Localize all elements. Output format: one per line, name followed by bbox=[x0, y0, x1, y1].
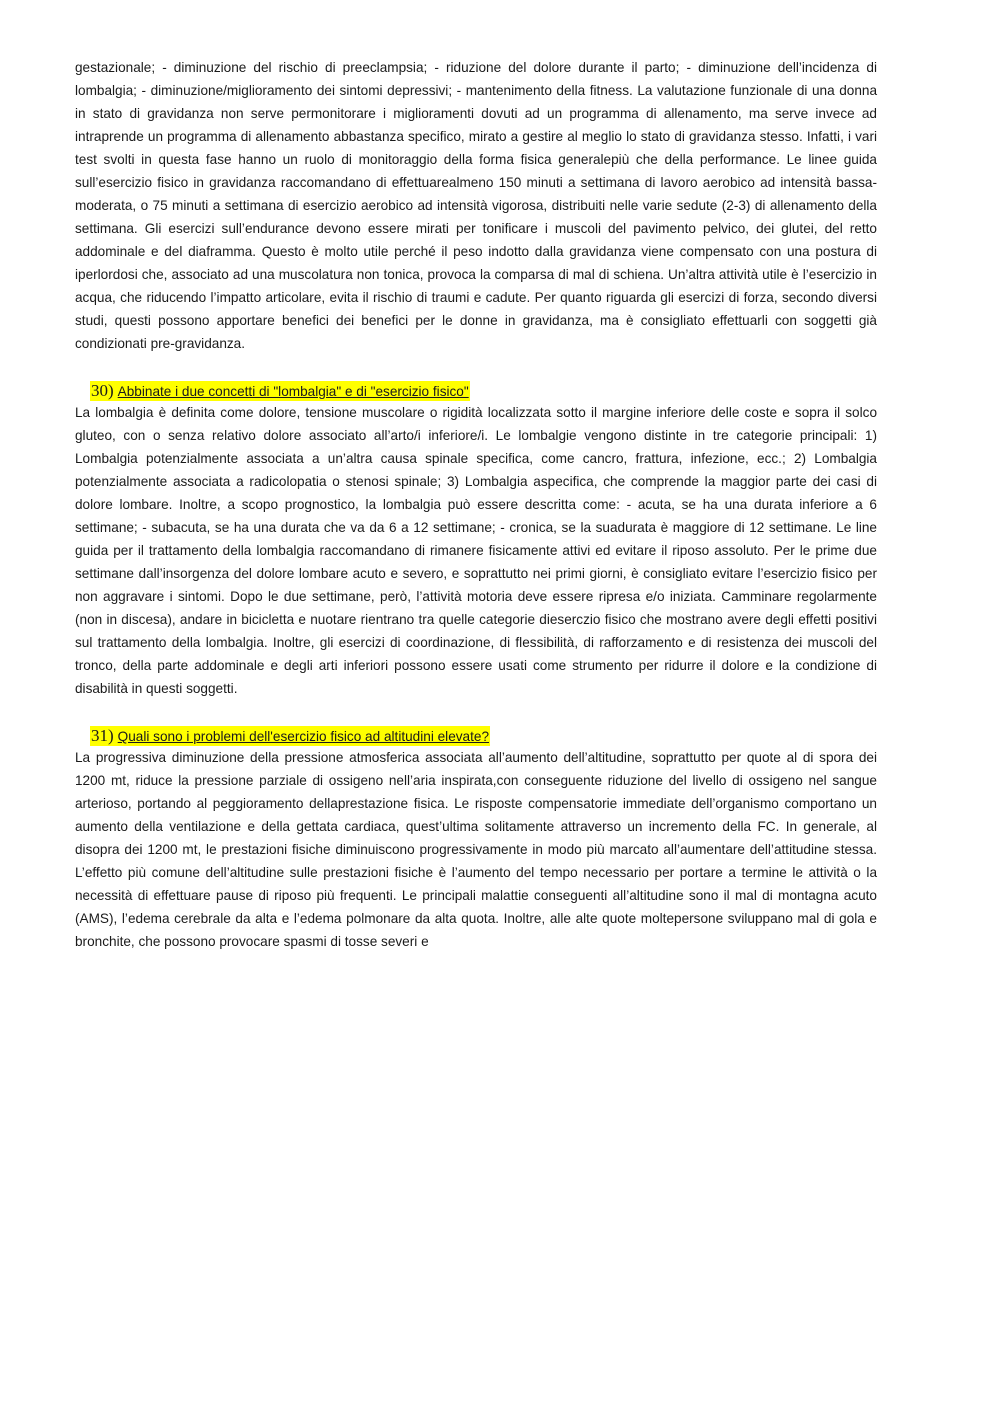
question-31-text: Quali sono i problemi dell'esercizio fisico ad altitudini elevate? bbox=[117, 729, 490, 744]
question-30-text: Abbinate i due concetti di "lombalgia" e di "esercizio fisico" bbox=[117, 384, 469, 399]
paragraph-lombalgia: La lombalgia è definita come dolore, tensione muscolare o rigidità localizzata sotto il margine inferiore delle coste e sopra il solco gluteo, con o senza relativo dolore associato all’arto/i inferiore/i. Le lombalgie vengono distinte in tre categorie principali: 1) Lombalgia potenzialmente associata a un’altra causa spinale specifica, come cancro, frattura, infezione, ecc.; 2) Lombalgia potenzialmente associata a radicolopatia o stenosi spinale; 3) Lombalgia aspecifica, che comprende la maggior parte dei casi di dolore lombare. Inoltre, a scopo prognostico, la lombalgia può essere descritta come: - acuta, se ha una durata inferiore a 6 settimane; - subacuta, se ha una durata che va da 6 a 12 settimane; - cronica, se la suadurata è maggiore di 12 settimane. Le line guida per il trattamento della lombalgia raccomandano di rimanere fisicamente attivi ed evitare il riposo assoluto. Per le prime due settimane dall’insorgenza del dolore lombare acuto e severo, e soprattutto nei primi giorni, è consigliato evitare l’esercizio fisico per non aggravare i sintomi. Dopo le due settimane, però, l’attività motoria deve essere ripresa e/o iniziata. Camminare regolarmente (non in discesa), andare in bicicletta e nuotare rientrano tra quelle categorie dieserczio fisico che mostrano avere degli effetti positivi sul trattamento della lombalgia. Inoltre, gli esercizi di coordinazione, di flessibilità, di rafforzamento e di resistenza dei muscoli del tronco, della parte addominale e degli arti inferiori possono essere usati come strumento per ridurre il dolore e la condizione di disabilità in questi soggetti. bbox=[75, 405, 877, 696]
document-content bbox=[75, 56, 877, 953]
question-30-heading bbox=[75, 373, 877, 401]
question-31-heading bbox=[75, 718, 877, 746]
paragraph-pregnancy-exercise: gestazionale; - diminuzione del rischio di preeclampsia; - riduzione del dolore durante il parto; - diminuzione dell’incidenza di lombalgia; - diminuzione/miglioramento dei sintomi depressivi; - mantenimento della fitness. La valutazione funzionale di una donna in stato di gravidanza non serve permonitorare i miglioramenti dovuti ad un programma di allenamento, ma serve invece ad intraprende un programma di allenamento abbastanza specifico, mirato a gestire al meglio lo stato di gravidanza stesso. Infatti, i vari test svolti in questa fase hanno un ruolo di monitoraggio della forma fisica generalepiù che della performance. Le linee guida sull’esercizio fisico in gravidanza raccomandano di effettuarealmeno 150 minuti a settimana di lavoro aerobico ad intensità bassa-moderata, o 75 minuti a settimana di esercizio aerobico ad intensità vigorosa, distribuiti nelle varie sedute (2-3) di allenamento della settimana. Gli esercizi sull’endurance devono essere mirati per tonificare i muscoli del pavimento pelvico, dei glutei, del retto addominale e del diaframma. Questo è molto utile perché il peso indotto dalla gravidanza viene compensato con una postura di iperlordosi che, associato ad una muscolatura non tonica, provoca la comparsa di mal di schiena. Un’altra attività utile è l’esercizio in acqua, che riducendo l’impatto articolare, evita il rischio di traumi e cadute. Per quanto riguarda gli esercizi di forza, secondo diversi studi, questi possono apportare benefici dei benefici per le donne in gravidanza, ma è consigliato effettuarli con soggetti già condizionati pre-gravidanza. bbox=[75, 60, 877, 351]
question-30-number: 30) bbox=[91, 381, 114, 400]
question-30-highlight bbox=[90, 381, 470, 401]
question-31-highlight bbox=[90, 726, 490, 746]
paragraph-altitude: La progressiva diminuzione della pressione atmosferica associata all’aumento dell’altitudine, soprattutto per quote al di spora dei 1200 mt, riduce la pressione parziale di ossigeno nell’aria inspirata,con conseguente riduzione del livello di ossigeno nel sangue arterioso, portando al peggioramento dellaprestazione fisica. Le risposte compensatorie immediate dell’organismo comportano un aumento della ventilazione e della gettata cardiaca, quest’ultima solitamente attraverso un incremento della FC. In generale, al disopra dei 1200 mt, le prestazioni fisiche diminuiscono progressivamente in modo più marcato all’aumentare dell’attitudine stessa. L’effetto più comune dell’altitudine sulle prestazioni fisiche è l’aumento del tempo necessario per portare a termine le attività o la necessità di effettuare pause di riposo più frequenti. Le principali malattie conseguenti all’altitudine sono il mal di montagna acuto (AMS), l’edema cerebrale da alta e l’edema polmonare da alta quota. Inoltre, alle alte quote moltepersone sviluppano mal di gola e bronchite, che possono provocare spasmi di tosse severi e bbox=[75, 750, 877, 949]
question-31-number: 31) bbox=[91, 726, 114, 745]
